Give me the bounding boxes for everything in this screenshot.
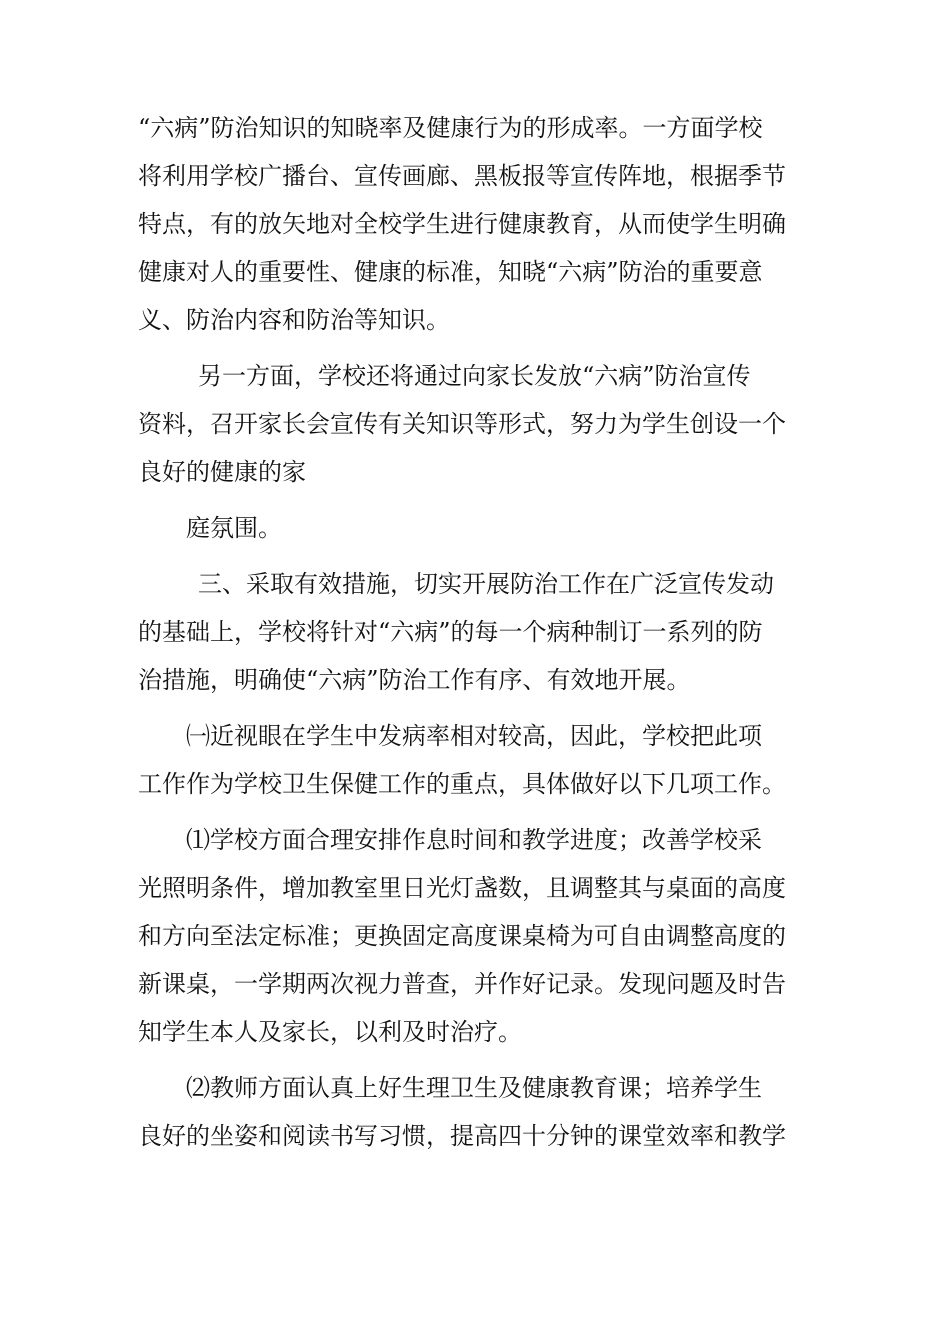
document-body [138, 104, 838, 1160]
paragraph-2 [138, 352, 838, 496]
text-line: ㈠近视眼在学生中发病率相对较高，因此，学校把此项 [186, 722, 762, 750]
text-line: 和方向至法定标准；更换固定高度课桌椅为可自由调整高度的 [138, 922, 786, 950]
text-line: 良好的坐姿和阅读书写习惯，提高四十分钟的课堂效率和教学 [138, 1122, 786, 1150]
text-line: 知学生本人及家长，以利及时治疗。 [138, 1018, 522, 1046]
text-line: “六病”防治知识的知晓率及健康行为的形成率。一方面学校 [138, 114, 763, 142]
text-line: 新课桌，一学期两次视力普查，并作好记录。发现问题及时告 [138, 970, 786, 998]
text-line: 良好的健康的家 [138, 458, 306, 486]
paragraph-7 [138, 1064, 838, 1160]
text-line: ⑴学校方面合理安排作息时间和教学进度；改善学校采 [186, 826, 762, 854]
text-line: 另一方面，学校还将通过向家长发放“六病”防治宣传 [198, 362, 751, 390]
text-line: 将利用学校广播台、宣传画廊、黑板报等宣传阵地，根据季节 [138, 162, 786, 190]
text-line: 健康对人的重要性、健康的标准，知晓“六病”防治的重要意 [138, 258, 763, 286]
text-line: ⑵教师方面认真上好生理卫生及健康教育课；培养学生 [186, 1074, 762, 1102]
text-line: 的基础上，学校将针对“六病”的每一个病种制订一系列的防 [138, 618, 763, 646]
paragraph-5 [138, 712, 838, 808]
text-line: 资料，召开家长会宣传有关知识等形式，努力为学生创设一个 [138, 410, 786, 438]
text-line: 特点，有的放矢地对全校学生进行健康教育，从而使学生明确 [138, 210, 786, 238]
text-line: 工作作为学校卫生保健工作的重点，具体做好以下几项工作。 [138, 770, 786, 798]
text-line: 庭氛围。 [186, 514, 282, 542]
text-line: 三、采取有效措施，切实开展防治工作在广泛宣传发动 [198, 570, 774, 598]
text-line: 治措施，明确使“六病”防治工作有序、有效地开展。 [138, 666, 691, 694]
text-line: 光照明条件，增加教室里日光灯盏数，且调整其与桌面的高度 [138, 874, 786, 902]
text-line: 义、防治内容和防治等知识。 [138, 306, 450, 334]
paragraph-4 [138, 560, 838, 704]
paragraph-3 [138, 504, 838, 552]
paragraph-1 [138, 104, 838, 344]
paragraph-6 [138, 816, 838, 1056]
